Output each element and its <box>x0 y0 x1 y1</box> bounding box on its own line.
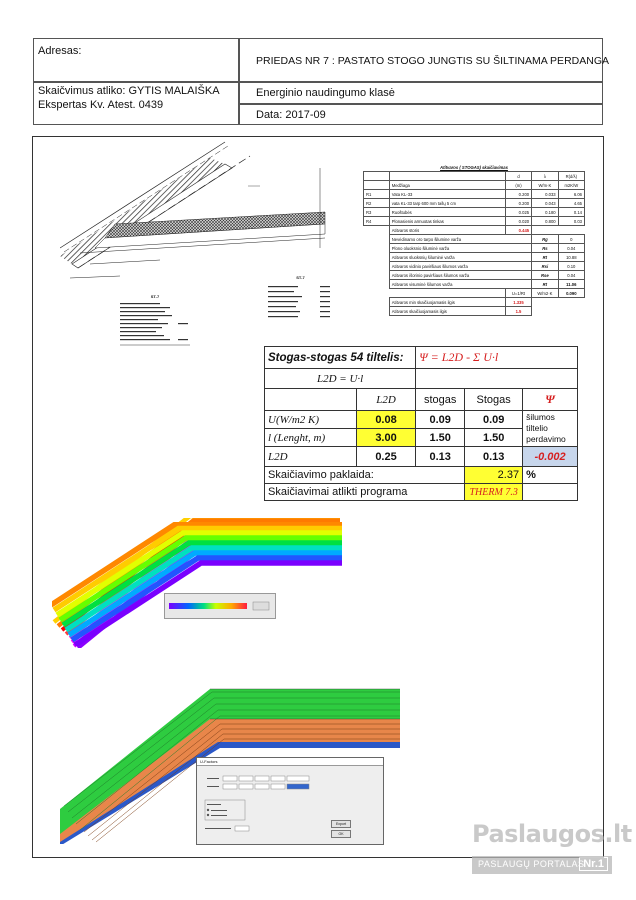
rt-cell: Ruoštubės <box>389 208 505 217</box>
rt-cell: 0.200 <box>505 190 531 199</box>
thickness-value: 0.445 <box>505 226 531 235</box>
min-length-label: Atitvaros min skaičiuojamasis ilgis <box>389 298 505 307</box>
psi-desc-line3: perdavimo <box>526 434 566 444</box>
u-unit: U=1/Rt <box>505 289 531 298</box>
rt-cell: Atitvaros vidinio paviršiaus šilumos varža <box>389 262 531 271</box>
rt-cell: 0.800 <box>532 217 558 226</box>
drawing-spec-right <box>268 275 333 325</box>
table-row <box>364 199 585 208</box>
roof-resistance-table <box>363 163 585 316</box>
address-label: Adresas: <box>38 45 82 57</box>
rt-cell: 0.04 <box>558 244 584 253</box>
row-u-label: U(W/m2 K) <box>265 411 357 429</box>
energy-class-label: Energinio naudingumo klasė <box>256 87 395 99</box>
export-button-label: Export <box>335 822 347 826</box>
error-unit: % <box>523 467 578 484</box>
rt-cell: R2 <box>364 199 390 208</box>
expert-certificate: Ekspertas Kv. Atest. 0439 <box>38 99 164 111</box>
psi-table-title: Stogas-stogas 54 tiltelis: <box>265 347 416 369</box>
col-l2d: L2D <box>356 389 415 411</box>
u-unit2: W/m2·K <box>532 289 558 298</box>
temperature-gradient-fill <box>52 522 342 646</box>
dialog-title: U-Factors <box>200 759 218 764</box>
min-length-value: 1.335 <box>505 298 531 307</box>
rt-cell: Rt <box>532 253 558 262</box>
psi-formula: Ψ = L2D - Σ U·l <box>416 347 523 369</box>
calc-length-value: 1.5 <box>505 307 531 316</box>
l2d-formula: L2D = U·l <box>265 369 416 389</box>
rt-cell: Atitvaros sluoksnių šiluminė varža <box>389 253 531 262</box>
table-row <box>364 271 585 280</box>
rt-head-lambda: λ <box>532 172 558 181</box>
row-l2d-label: L2D <box>265 447 357 467</box>
drawing-spec-left <box>120 294 190 349</box>
rt-cell: Vata KL-33 <box>389 190 505 199</box>
rt-cell: 0.10 <box>558 262 584 271</box>
rt-cell: 0.025 <box>505 208 531 217</box>
table-row <box>364 235 585 244</box>
rt-unit-m: (m) <box>505 181 531 190</box>
rt-unit-m2kw: m2K/W <box>558 181 584 190</box>
table-row <box>364 262 585 271</box>
l2d-stogas2-value: 0.13 <box>465 447 523 467</box>
rt-cell: 0.04 <box>558 271 584 280</box>
rt-cell: Rse <box>532 271 558 280</box>
watermark-tagline-row <box>472 856 612 874</box>
spec-left-lines <box>120 299 190 347</box>
rt-cell: Atitvaros visuminė šilumos varža <box>389 280 531 289</box>
date-label: Data: 2017-09 <box>256 109 326 121</box>
l-stogas1-value: 1.50 <box>416 429 465 447</box>
u-stogas1-value: 0.09 <box>416 411 465 429</box>
table-row <box>364 253 585 262</box>
rt-cell: 10.88 <box>558 253 584 262</box>
rt-cell: 6.06 <box>558 190 584 199</box>
table-row <box>364 217 585 226</box>
rt-cell: Rg <box>532 235 558 244</box>
rt-cell: 11.06 <box>558 280 584 289</box>
rt-cell: Plono oluoksnio šiluminė varža <box>389 244 531 253</box>
ok-button[interactable] <box>331 830 351 838</box>
psi-bridge-table <box>264 346 578 501</box>
l-stogas2-value: 1.50 <box>465 429 523 447</box>
rt-cell: 4.65 <box>558 199 584 208</box>
u-value: 0.090 <box>558 289 584 298</box>
table-row <box>364 244 585 253</box>
color-legend-panel <box>164 593 276 619</box>
program-label: Skaičiavimai atlikti programa <box>265 484 465 501</box>
rt-cell: Rs <box>532 244 558 253</box>
col-stogas-1: stogas <box>416 389 465 411</box>
l2d-stogas1-value: 0.13 <box>416 447 465 467</box>
rt-cell: R1 <box>364 190 390 199</box>
error-value: 2.37 <box>465 467 523 484</box>
rt-head-1 <box>389 172 505 181</box>
rt-cell: Atitvaros išorinio paviršiaus šilumos varža <box>389 271 531 280</box>
rt-head-0 <box>364 172 390 181</box>
rt-cell: 0.200 <box>505 199 531 208</box>
watermark-badge: Nr.1 <box>579 857 608 871</box>
rt-head-d: d <box>505 172 531 181</box>
spec-left-title: ST-7 <box>150 294 160 299</box>
ok-button-label: OK <box>338 832 344 836</box>
program-value: THERM 7.3 <box>465 484 523 501</box>
col-psi: Ψ <box>523 389 578 411</box>
calculated-by: Skaičvimus atliko: GYTIS MALAIŠKA <box>38 85 220 97</box>
psi-value: -0.002 <box>523 447 578 467</box>
rt-cell: R4 <box>364 217 390 226</box>
rt-unit-wmk: W/m·K <box>532 181 558 190</box>
rt-cell: 0.033 <box>532 190 558 199</box>
paslaugos-watermark <box>472 820 632 884</box>
document-title: PRIEDAS NR 7 : PASTATO STOGO JUNGTIS SU ŠILTINAMA PERDANGA <box>256 55 609 67</box>
roof-section-drawing <box>60 138 330 288</box>
color-legend-scale <box>165 594 275 618</box>
u-stogas2-value: 0.09 <box>465 411 523 429</box>
resistance-table-title: Atitvaros ( STOGAS) skaičiavimas <box>440 164 508 170</box>
rt-cell: Rsi <box>532 262 558 271</box>
psi-description <box>523 411 578 447</box>
watermark-brand: Paslaugos.lt <box>472 820 632 848</box>
rt-cell: Rt <box>532 280 558 289</box>
rt-cell: 0.03 <box>558 217 584 226</box>
calc-length-label: Atitvaros skaičiuojamasis ilgis <box>389 307 505 316</box>
rt-cell: Nevėdinamo oro tarpo šilumine varža <box>389 235 531 244</box>
u-l2d-value: 0.08 <box>356 411 415 429</box>
table-row <box>364 208 585 217</box>
spec-right-title: ST-7 <box>296 275 305 280</box>
rt-cell: R3 <box>364 208 390 217</box>
rt-cell: 0 <box>558 235 584 244</box>
rt-cell: 0.020 <box>505 217 531 226</box>
export-button[interactable] <box>331 820 351 828</box>
dialog-title-bar <box>197 758 383 766</box>
error-label: Skaičiavimo paklaida: <box>265 467 465 484</box>
rt-unit-0 <box>364 181 390 190</box>
rt-head-r: R(d/λ) <box>558 172 584 181</box>
spec-right-lines <box>268 280 333 324</box>
rt-cell: Plonasienis armuotas tinkas <box>389 217 505 226</box>
l2d-l2d-value: 0.25 <box>356 447 415 467</box>
rt-cell: 0.14 <box>558 208 584 217</box>
row-l-label: l (Lenght, m) <box>265 429 357 447</box>
rt-cell: vata KL-33 tarp 600 mm tašų 5 cm <box>389 199 505 208</box>
psi-desc-line2: tiltelio <box>526 423 548 433</box>
l-l2d-value: 3.00 <box>356 429 415 447</box>
dialog-body <box>197 766 383 844</box>
table-row <box>364 280 585 289</box>
table-row <box>364 190 585 199</box>
psi-desc-line1: šilumos <box>526 412 555 422</box>
col-stogas-2: Stogas <box>465 389 523 411</box>
watermark-tagline: PASLAUGŲ PORTALAS <box>478 859 585 869</box>
rt-cell: 0.043 <box>532 199 558 208</box>
rt-cell: 0.180 <box>532 208 558 217</box>
u-factors-dialog <box>196 757 384 845</box>
thickness-label: Atitvaros storis <box>389 226 505 235</box>
rt-unit-material: Medžiaga <box>389 181 505 190</box>
